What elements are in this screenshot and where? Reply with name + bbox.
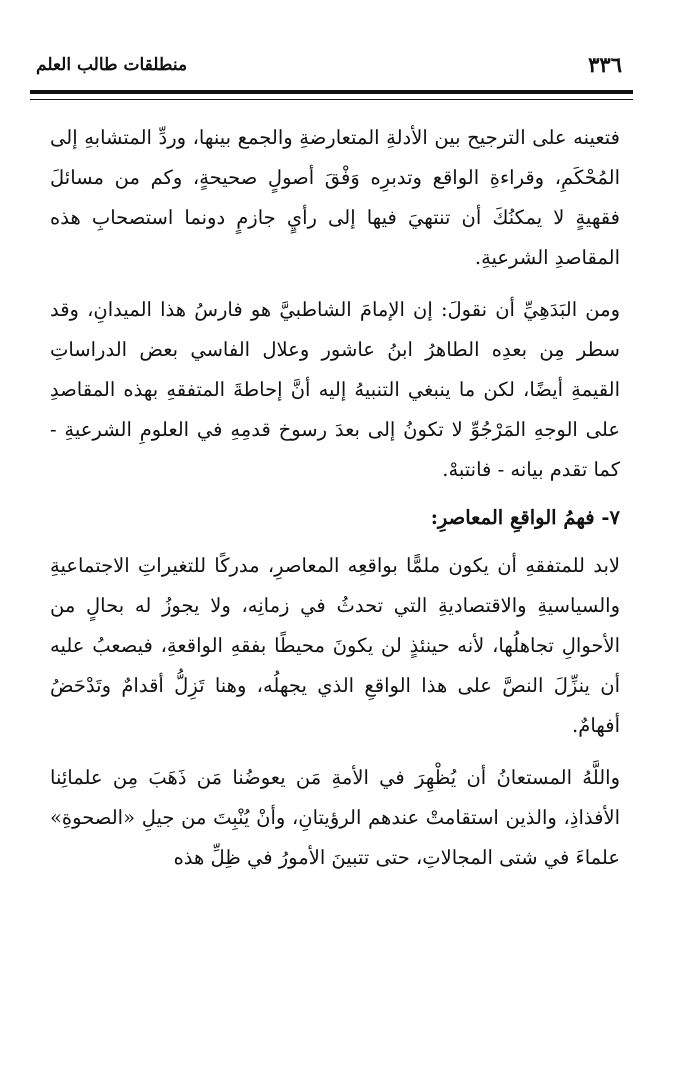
page-number: ٣٣٦ [588, 52, 622, 77]
header-rule-thick [30, 90, 633, 94]
paragraph-4: واللَّهُ المستعانُ أن يُظْهِرَ في الأمةِ مَن يعوضُنا مَن ذَهَبَ مِن علمائِنا الأفذاذِ، والذين استقامتْ عندهم الرؤيتانِ، وأنْ يُنْبِتَ من جيلِ «الصحوةِ» علماءَ في شتى المجالاتِ، حتى تتبينَ الأمورُ في ظِلِّ هذه [50, 766, 620, 869]
running-title: منطلقات طالب العلم [36, 55, 188, 75]
page-header [30, 48, 630, 88]
paragraph-1: فتعينه على الترجيح بين الأدلةِ المتعارضةِ والجمع بينها، وردِّ المتشابهِ إلى المُحْكَمِ، وقراءةِ الواقع وتدبرِه وَفْقَ أصولٍ صحيحةٍ، وكم من مسائلَ فقهيةٍ لا يمكنُكَ أن تنتهيَ فيها إلى رأيٍ جازمٍ دونما استصحابِ هذه المقاصدِ الشرعيةِ. [50, 126, 620, 269]
header-rule-thin [30, 99, 633, 100]
paragraph-3: لابد للمتفقهِ أن يكون ملمًّا بواقعِه المعاصرِ، مدركًا للتغيراتِ الاجتماعيةِ والسياسيةِ والاقتصاديةِ التي تحدثُ في زمانِه، ولا يجوزُ له بحالٍ من الأحوالِ تجاهلُها، لأنه حينئذٍ لن يكونَ محيطًا بفقهِ الواقعةِ، فيصعبُ عليه أن ينزِّلَ النصَّ على هذا الواقعِ الذي يجهلُه، وهنا تَزِلُّ أقدامٌ وتَدْحَضُ أفهامٌ. [50, 554, 620, 737]
page-body [50, 118, 620, 890]
paragraph-2: ومن البَدَهِيِّ أن نقولَ: إن الإمامَ الشاطبيَّ هو فارسُ هذا الميدانِ، وقد سطر مِن بعدِه الطاهرُ ابنُ عاشور وعلال الفاسي بعض الدراساتِ القيمةِ أيضًا، لكن ما ينبغي التنبيهُ إليه أنَّ إحاطةَ المتفقهِ بهذه المقاصدِ على الوجهِ المَرْجُوِّ لا تكونُ إلى بعدَ رسوخ قدمِهِ في العلومِ الشرعيةِ - كما تقدم بيانه - فانتبهْ. [50, 298, 620, 481]
section-heading: ٧- فهمُ الواقعِ المعاصرِ: [430, 506, 620, 529]
